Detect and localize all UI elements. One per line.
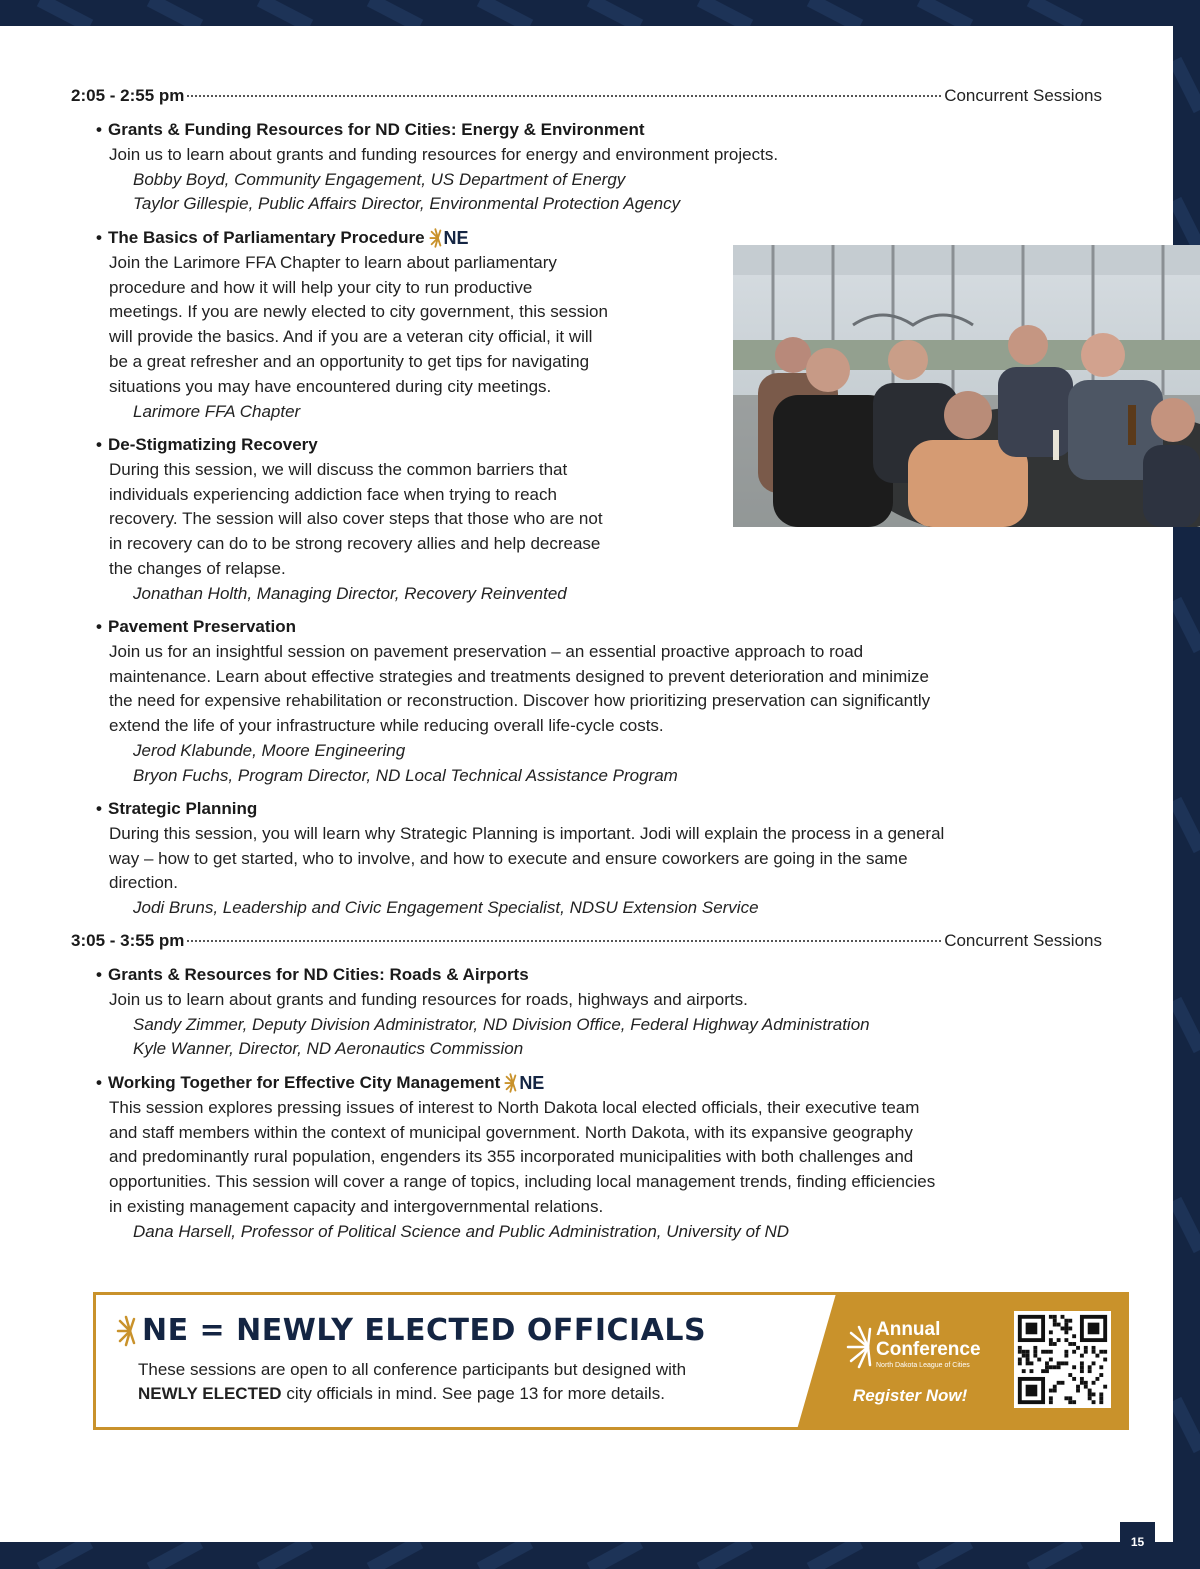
legend-bold-text: NEWLY ELECTED (138, 1384, 282, 1403)
session-description-line: Join us for an insightful session on pavement preservation – an essential proactive approach to road (109, 641, 864, 661)
time-slot-label: Concurrent Sessions (944, 86, 1102, 105)
session-description-line: in existing management capacity and intergovernmental relations. (109, 1196, 604, 1216)
session-block (96, 433, 603, 607)
session-title-text: Working Together for Effective City Management (108, 1073, 501, 1092)
session-block (96, 1071, 935, 1245)
legend-line2: city officials in mind. See page 13 for more details. (281, 1384, 665, 1403)
page-number: 15 (1120, 1522, 1155, 1562)
session-title-text: Grants & Resources for ND Cities: Roads & Airports (108, 965, 529, 984)
session-description-line: and predominantly rural population, engenders its 355 incorporated municipalities with both challenges and (109, 1147, 914, 1167)
session-description-line: will provide the basics. And if you are a veteran city official, it will (109, 327, 593, 347)
session-speaker: Sandy Zimmer, Deputy Division Administrator, ND Division Office, Federal Highway Administration (133, 1014, 870, 1034)
session-title (96, 226, 608, 251)
session-block (96, 226, 608, 424)
session-block (96, 797, 944, 921)
session-description-line: extend the life of your infrastructure while reducing overall life-cycle costs. (109, 716, 664, 736)
session-speaker: Jerod Klabunde, Moore Engineering (133, 740, 406, 760)
session-description-line: in recovery can do to be strong recovery allies and help decrease (109, 534, 601, 554)
bullet: • (96, 799, 102, 818)
session-speaker: Jonathan Holth, Managing Director, Recovery Reinvented (133, 583, 567, 603)
time-slot-label: Concurrent Sessions (944, 931, 1102, 950)
session-description-line: During this session, you will learn why Strategic Planning is important. Jodi will explain the process in a general (109, 823, 945, 843)
time-slot-row (71, 86, 1102, 106)
session-title (96, 797, 944, 822)
conference-sunburst-icon (846, 1325, 874, 1369)
session-speaker: Bryon Fuchs, Program Director, ND Local Technical Assistance Program (133, 765, 678, 785)
session-title-text: The Basics of Parliamentary Procedure (108, 228, 425, 247)
time-slot: 3:05 - 3:55 pm (71, 931, 185, 950)
ne-badge (504, 1071, 544, 1096)
bullet: • (96, 120, 102, 139)
bullet: • (96, 617, 102, 636)
session-speaker: Bobby Boyd, Community Engagement, US Department of Energy (133, 169, 626, 189)
legend-title-text: NE = NEWLY ELECTED OFFICIALS (142, 1313, 707, 1348)
session-description-line: be a great refresher and an opportunity to get tips for navigating (109, 351, 590, 371)
session-speaker: Taylor Gillespie, Public Affairs Director, Environmental Protection Agency (133, 194, 681, 214)
dot-leader (187, 95, 941, 97)
bullet: • (96, 965, 102, 984)
session-block (96, 963, 870, 1062)
session-block (96, 118, 778, 217)
session-speaker: Dana Harsell, Professor of Political Science and Public Administration, University of ND (133, 1221, 790, 1241)
session-title (96, 615, 930, 640)
conference-line1: Annual (876, 1319, 941, 1340)
bullet: • (96, 228, 102, 247)
legend-title (116, 1313, 706, 1348)
session-speaker: Jodi Bruns, Leadership and Civic Engagement Specialist, NDSU Extension Service (133, 898, 759, 918)
session-description-line: Join us to learn about grants and funding resources for energy and environment projects. (109, 144, 779, 164)
session-description-line: way – how to get started, who to involve, and how to execute and ensure coworkers are going in the same (109, 848, 908, 868)
session-speaker: Kyle Wanner, Director, ND Aeronautics Commission (133, 1039, 524, 1059)
sunburst-icon (116, 1315, 138, 1347)
register-now-link[interactable]: Register Now! (853, 1386, 968, 1405)
session-title (96, 118, 778, 143)
ne-badge (429, 226, 469, 251)
legend-line1: These sessions are open to all conference participants but designed with (138, 1360, 687, 1379)
bullet: • (96, 1073, 102, 1092)
session-description-line: the need for expensive rehabilitation or reconstruction. Discover how prioritizing preservation can significantly (109, 691, 931, 711)
session-description-line: direction. (109, 873, 178, 893)
legend-description (138, 1358, 818, 1406)
qr-code[interactable] (1014, 1311, 1111, 1408)
session-description-line: and staff members within the context of municipal government. North Dakota, with its expansive geography (109, 1122, 913, 1142)
conference-line2: Conference (876, 1339, 981, 1360)
session-description-line: This session explores pressing issues of interest to North Dakota local elected officials, their executive team (109, 1097, 920, 1117)
session-description-line: the changes of relapse. (109, 558, 286, 578)
time-slot-row (71, 931, 1102, 951)
session-title (96, 963, 870, 988)
session-title-text: Strategic Planning (108, 799, 258, 818)
session-speaker: Larimore FFA Chapter (133, 401, 301, 421)
ne-badge-text: NE (519, 1073, 545, 1093)
conference-line3: North Dakota League of Cities (876, 1362, 970, 1369)
session-title-text: Pavement Preservation (108, 617, 297, 636)
newly-elected-legend (93, 1292, 1129, 1430)
session-description-line: opportunities. This session will cover a range of topics, including local management trends, finding efficiencies (109, 1172, 936, 1192)
session-block (96, 615, 930, 789)
session-description-line: individuals experiencing addiction face when trying to reach (109, 484, 557, 504)
ne-badge-text: NE (443, 228, 469, 248)
time-slot: 2:05 - 2:55 pm (71, 86, 185, 105)
session-title-text: Grants & Funding Resources for ND Cities: Energy & Environment (108, 120, 645, 139)
session-description-line: Join us to learn about grants and funding resources for roads, highways and airports. (109, 989, 748, 1009)
dot-leader (187, 940, 941, 942)
session-title (96, 433, 603, 458)
event-photo (733, 245, 1200, 527)
session-description-line: situations you may have encountered during city meetings. (109, 376, 552, 396)
session-description-line: procedure and how it will help your city to run productive (109, 277, 533, 297)
session-description-line: maintenance. Learn about effective strategies and treatments designed to prevent deterioration and minimize (109, 666, 929, 686)
session-title (96, 1071, 935, 1096)
session-description-line: During this session, we will discuss the common barriers that (109, 459, 568, 479)
session-description-line: meetings. If you are newly elected to city government, this session (109, 302, 608, 322)
session-description-line: Join the Larimore FFA Chapter to learn about parliamentary (109, 252, 557, 272)
session-description-line: recovery. The session will also cover steps that those who are not (109, 509, 603, 529)
bullet: • (96, 435, 102, 454)
session-title-text: De-Stigmatizing Recovery (108, 435, 318, 454)
